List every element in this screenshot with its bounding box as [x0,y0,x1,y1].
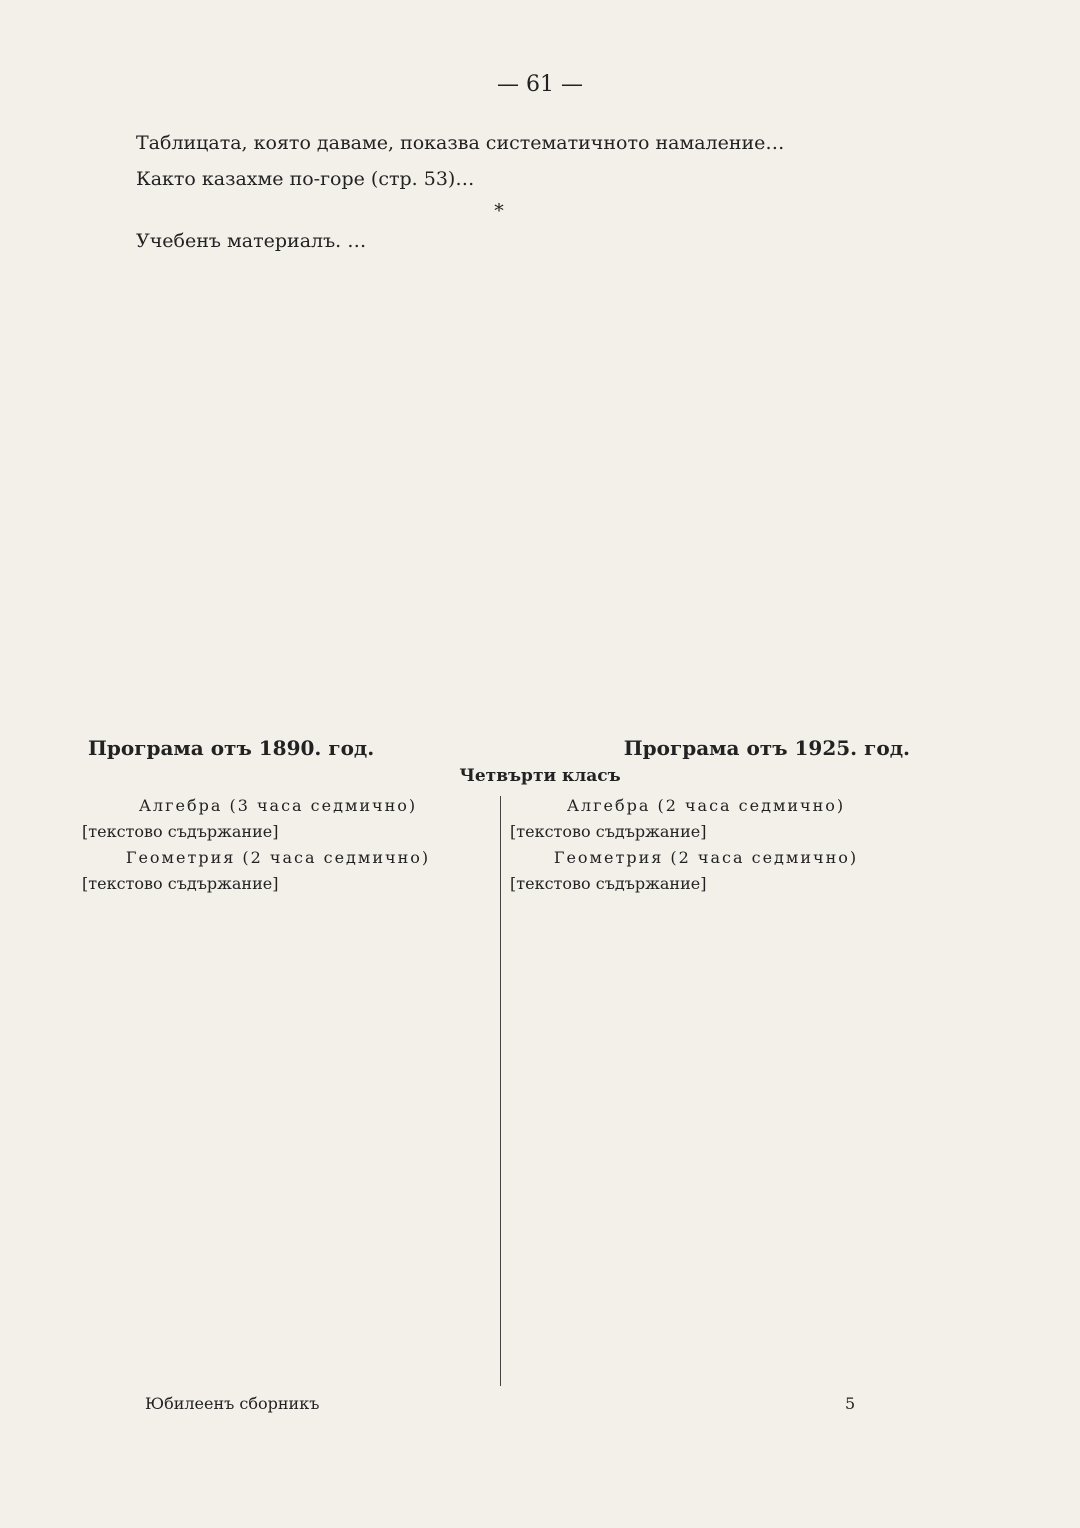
page-number: — 61 — [497,72,583,97]
class-title: Четвърти класъ [459,766,621,786]
algebra-text: [текстово съдържание] [510,822,707,841]
geometry-title: Геометрия (2 часа седмично) [125,848,431,867]
paragraph: Таблицата, която даваме, показва систематичното намаление… [136,132,785,154]
algebra-title: Алгебра (2 часа седмично) [566,796,846,815]
program-headings [88,736,910,760]
algebra-title: Алгебра (3 часа седмично) [138,796,418,815]
column-divider [500,796,501,1386]
geometry-text: [текстово съдържание] [510,874,707,893]
right-heading: Програма отъ 1925. год. [623,736,910,760]
paragraph: Учебенъ материалъ. … [136,230,367,252]
right-column [510,792,902,900]
left-heading: Програма отъ 1890. год. [88,736,375,760]
footer-left: Юбилеенъ сборникъ [145,1394,320,1413]
geometry-title: Геометрия (2 часа седмично) [553,848,859,867]
paragraph: Както казахме по-горе (стр. 53)… [136,168,475,190]
algebra-text: [текстово съдържание] [82,822,279,841]
geometry-text: [текстово съдържание] [82,874,279,893]
footer-right: 5 [845,1394,856,1413]
intro-text [88,130,910,264]
left-column [82,792,474,900]
section-separator: * [494,200,504,222]
